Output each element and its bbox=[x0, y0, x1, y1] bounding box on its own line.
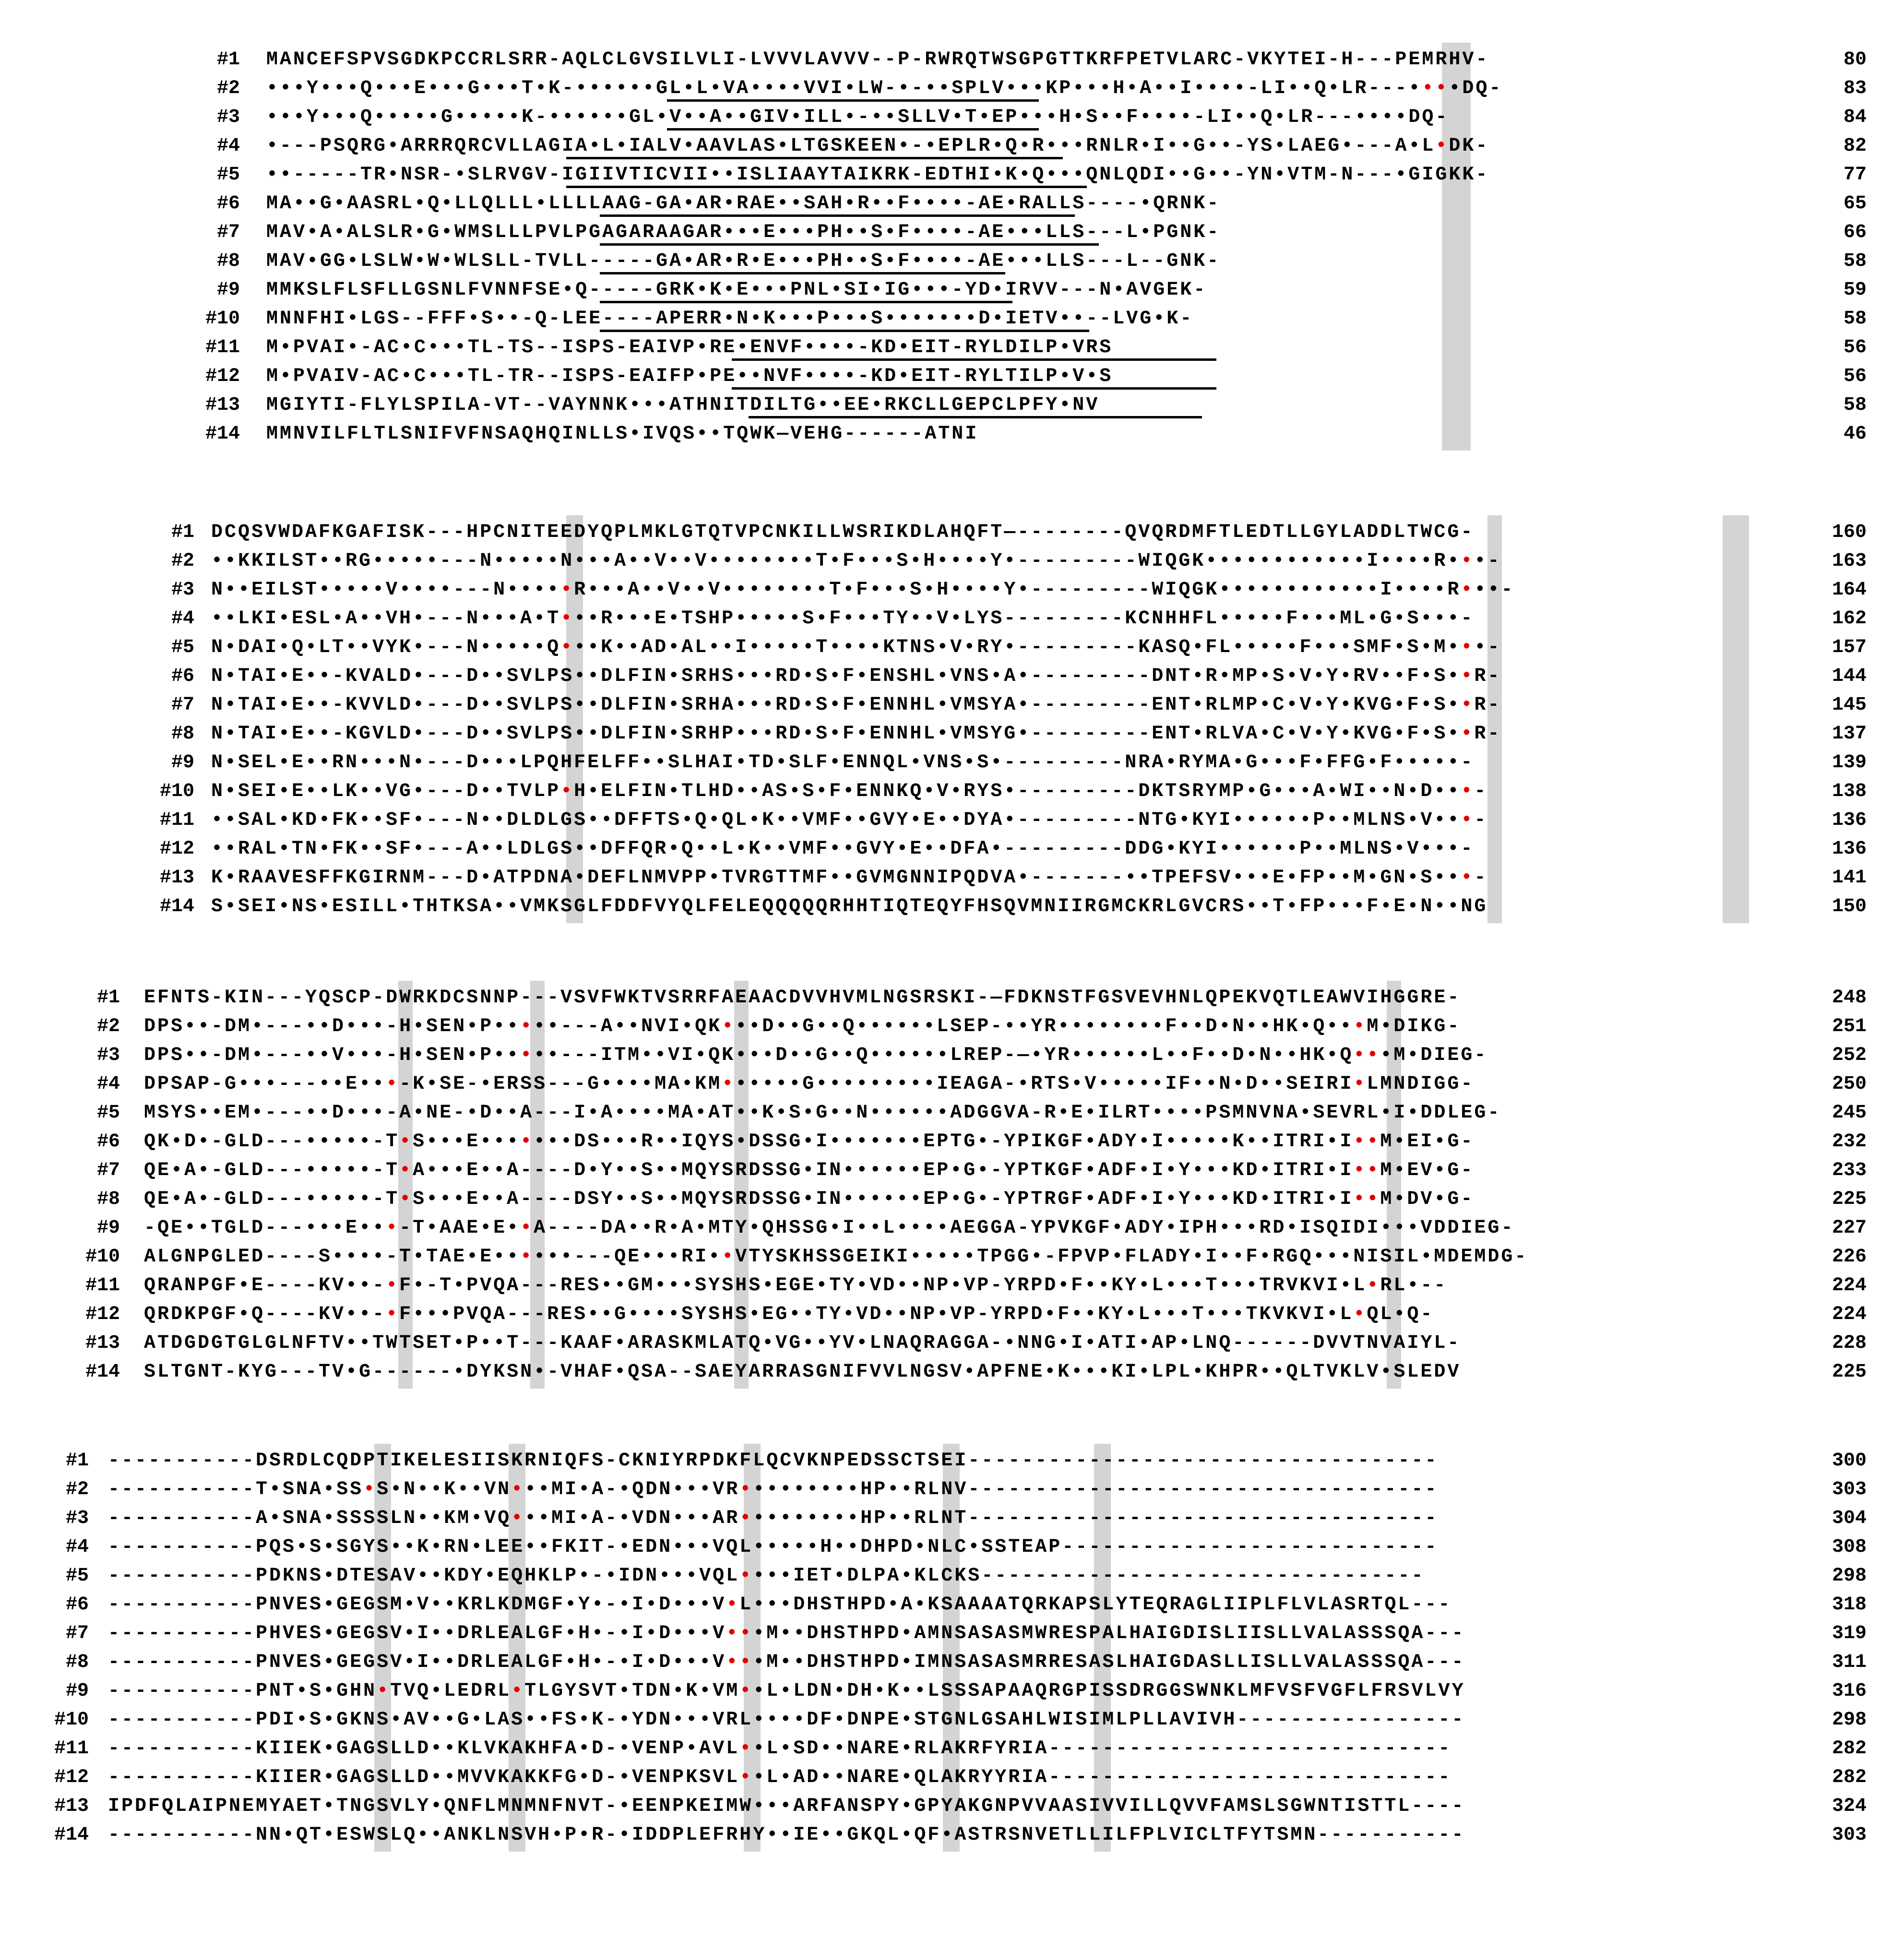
residue-count: 139 bbox=[1832, 752, 1867, 773]
sequence-residues: QK•D•-GLD---•••••-T•S•••E•••••••DS•••R••IQYS•DSSG•I•••••••EPTG•-YPIKGF•ADY•I•••••K••ITRI•I••M•EI•G- bbox=[144, 1131, 1475, 1153]
sequence-row bbox=[0, 1591, 1904, 1619]
sequence-label: #11 bbox=[205, 337, 240, 358]
sequence-residues: N•DAI•Q•LT••VYK•---N•••••Q•••K••AD•AL••I•••••T••••KTNS•V•RY•---------KASQ•FL•••••F•••SMF•S•M•••- bbox=[211, 637, 1501, 658]
sequence-row bbox=[0, 547, 1904, 576]
sequence-row bbox=[0, 518, 1904, 547]
sequence-row bbox=[0, 305, 1904, 333]
residue-count: 245 bbox=[1832, 1102, 1867, 1124]
residue-count: 304 bbox=[1832, 1508, 1867, 1529]
sequence-label: #7 bbox=[171, 694, 194, 716]
sequence-label: #6 bbox=[171, 666, 194, 687]
sequence-row bbox=[0, 1447, 1904, 1475]
sequence-label: #6 bbox=[65, 1594, 89, 1616]
residue-count: 162 bbox=[1832, 608, 1867, 630]
residue-count: 252 bbox=[1832, 1045, 1867, 1066]
sequence-row bbox=[0, 1128, 1904, 1156]
residue-count: 80 bbox=[1843, 49, 1867, 71]
sequence-residues: -----------A•SNA•SSSSLN••KM•VQ•••MI•A-•VDN•••AR•••••••••HP••RLNT----------------------------------- bbox=[108, 1508, 1439, 1529]
sequence-row bbox=[0, 1504, 1904, 1533]
sequence-row bbox=[0, 276, 1904, 305]
residue-count: 250 bbox=[1832, 1073, 1867, 1095]
sequence-label: #14 bbox=[205, 423, 240, 445]
sequence-residues: -----------PDKNS•DTESAV••KDY•EQHKLP•-•IDN•••VQL••••IET•DLPA•KLCKS--------------------------------- bbox=[108, 1565, 1425, 1587]
sequence-residues: QE•A•-GLD---•••••-T•S•••E••A----DSY••S••MQYSRDSSG•IN••••••EP•G•-YPTRGF•ADF•I•Y•••KD•ITRI•I••M•DV•G- bbox=[144, 1189, 1475, 1210]
residue-count: 224 bbox=[1832, 1304, 1867, 1325]
sequence-row bbox=[0, 218, 1904, 247]
sequence-residues: DPS••-DM•---••V•••-H•SEN•P•••••---ITM••VI•QK•••D••G••Q••••••LREP-—•YR••••••L••F••D•N••HK•Q•••M•DIEG- bbox=[144, 1045, 1488, 1066]
sequence-row bbox=[0, 691, 1904, 720]
sequence-label: #1 bbox=[65, 1450, 89, 1472]
sequence-row bbox=[0, 1243, 1904, 1272]
residue-count: 138 bbox=[1832, 781, 1867, 802]
residue-count: 316 bbox=[1832, 1680, 1867, 1702]
sequence-row bbox=[0, 1677, 1904, 1706]
sequence-residues: IPDFQLAIPNEMYAET•TNGSVLY•QNFLMNMNFNVT-•EENPKEIMW•••ARFANSPY•GPYAKGNPVVAASIVVILLQVVFAMSLSGWNTISTTL---- bbox=[108, 1795, 1465, 1817]
sequence-row bbox=[0, 1012, 1904, 1041]
residue-count: 157 bbox=[1832, 637, 1867, 658]
residue-count: 66 bbox=[1843, 222, 1867, 243]
residue-count: 318 bbox=[1832, 1594, 1867, 1616]
sequence-row bbox=[0, 161, 1904, 190]
sequence-label: #8 bbox=[96, 1189, 120, 1210]
sequence-label: #13 bbox=[85, 1332, 120, 1354]
residue-count: 58 bbox=[1843, 308, 1867, 330]
sequence-residues: QRANPGF•E----KV••-•F•-T•PVQA---RES••GM•••SYSHS•EGE•TY•VD••NP•VP-YRPD•F••KY•L•••T•••TRVKVI•L•RL•-- bbox=[144, 1275, 1448, 1296]
residue-count: 136 bbox=[1832, 838, 1867, 860]
sequence-row bbox=[0, 864, 1904, 892]
sequence-label: #3 bbox=[216, 107, 240, 128]
sequence-row bbox=[0, 1562, 1904, 1591]
sequence-row bbox=[0, 1475, 1904, 1504]
residue-count: 226 bbox=[1832, 1246, 1867, 1268]
sequence-residues: MNNFHI•LGS--FFF•S••-Q-LEE----APERR•N•K•••P•••S•••••••D•IETV••--LVG•K- bbox=[266, 308, 1194, 330]
sequence-label: #7 bbox=[65, 1623, 89, 1644]
sequence-residues: -QE••TGLD---•••E•••-T•AAE•E••A----DA••R•A•MTY•QHSSG•I••L••••AEGGA-YPVKGF•ADY•IPH•••RD•ISQIDI•••VDDIEG- bbox=[144, 1217, 1515, 1239]
sequence-label: #5 bbox=[171, 637, 194, 658]
transmembrane-underline bbox=[600, 301, 1012, 303]
sequence-row bbox=[0, 777, 1904, 806]
sequence-residues: •••Y•••Q•••••G•••••K-••••••GL•V••A••GIV•ILL•-••SLLV•T•EP•••H•S••F••••-LI••Q•LR---••••DQ- bbox=[266, 107, 1449, 128]
sequence-label: #3 bbox=[65, 1508, 89, 1529]
sequence-label: #12 bbox=[159, 838, 194, 860]
sequence-label: #9 bbox=[96, 1217, 120, 1239]
sequence-label: #11 bbox=[54, 1738, 89, 1760]
sequence-row bbox=[0, 391, 1904, 420]
sequence-label: #13 bbox=[159, 867, 194, 889]
sequence-row bbox=[0, 46, 1904, 74]
sequence-row bbox=[0, 1041, 1904, 1070]
residue-count: 136 bbox=[1832, 809, 1867, 831]
sequence-label: #1 bbox=[171, 522, 194, 543]
residue-count: 233 bbox=[1832, 1160, 1867, 1181]
sequence-label: #10 bbox=[54, 1709, 89, 1731]
residue-count: 160 bbox=[1832, 522, 1867, 543]
sequence-label: #8 bbox=[171, 723, 194, 745]
residue-count: 56 bbox=[1843, 337, 1867, 358]
sequence-label: #11 bbox=[85, 1275, 120, 1296]
sequence-residues: M•PVAIV-AC•C•••TL-TR--ISPS-EAIFP•PE••NVF••••-KD•EIT-RYLTILP•V•S bbox=[266, 366, 1113, 387]
residue-count: 65 bbox=[1843, 193, 1867, 214]
sequence-label: #7 bbox=[96, 1160, 120, 1181]
sequence-label: #13 bbox=[54, 1795, 89, 1817]
sequence-label: #4 bbox=[171, 608, 194, 630]
residue-count: 324 bbox=[1832, 1795, 1867, 1817]
sequence-label: #3 bbox=[171, 579, 194, 601]
sequence-residues: MMNVILFLTLSNIFVFNSAQHQINLLS•IVQS••TQWK—VEHG------ATNI bbox=[266, 423, 979, 445]
sequence-row bbox=[0, 1214, 1904, 1243]
sequence-row bbox=[0, 190, 1904, 218]
sequence-row bbox=[0, 333, 1904, 362]
sequence-label: #5 bbox=[216, 164, 240, 186]
sequence-row bbox=[0, 806, 1904, 835]
sequence-row bbox=[0, 892, 1904, 921]
sequence-row bbox=[0, 1156, 1904, 1185]
residue-count: 82 bbox=[1843, 135, 1867, 157]
sequence-label: #12 bbox=[205, 366, 240, 387]
sequence-residues: MMKSLFLSFLLGSNLFVNNFSE•Q-----GRK•K•E•••PNL•SI•IG•••-YD•IRVV---N•AVGEK- bbox=[266, 279, 1207, 301]
sequence-residues: MA••G•AASRL•Q•LLQLLL•LLLLAAG-GA•AR•RAE••SAH•R••F••••-AE•RALLS----•QRNK- bbox=[266, 193, 1221, 214]
sequence-label: #11 bbox=[159, 809, 194, 831]
sequence-row bbox=[0, 362, 1904, 391]
residue-count: 145 bbox=[1832, 694, 1867, 716]
sequence-residues: N•TAI•E••-KVALD•---D••SVLPS••DLFIN•SRHS•••RD•S•F•ENSHL•VNS•A•---------DNT•R•MP•S•V•Y•RV••F•S••R- bbox=[211, 666, 1501, 687]
sequence-residues: ATDGDGTGLGLNFTV••TWTSET•P••T---KAAF•ARASKMLATQ•VG••YV•LNAQRAGGA-•NNG•I•ATI•AP•LNQ------DVVTNVAIYL- bbox=[144, 1332, 1461, 1354]
sequence-row bbox=[0, 74, 1904, 103]
sequence-residues: -----------NN•QT•ESWSLQ••ANKLNSVH•P•R-•IDDPLEFRHY••IE••GKQL•QF•ASTRSNVETLLILFPLVICLTFYTSMN----------- bbox=[108, 1824, 1465, 1846]
sequence-residues: •---PSQRG•ARRRQRCVLLAGIA•L•IALV•AAVLAS•LTGSKEEN•-•EPLR•Q•R•••RNLR•I••G••-YS•LAEG•---A•L•DK- bbox=[266, 135, 1489, 157]
sequence-label: #2 bbox=[171, 550, 194, 572]
transmembrane-underline bbox=[566, 157, 1063, 159]
sequence-residues: QRDKPGF•Q----KV••-•F•••PVQA---RES••G••••SYSHS•EG••TY•VD••NP•VP-YRPD•F••KY•L•••T•••TKVKVI•L•QL•Q- bbox=[144, 1304, 1434, 1325]
residue-count: 308 bbox=[1832, 1536, 1867, 1558]
sequence-residues: S•SEI•NS•ESILL•THTKSA••VMKSGLFDDFVYQLFELEQQQQQRHHTIQTEQYFHSQVMNIIRGMCKRLGVCRS••T•FP•••F•E•N••NG bbox=[211, 896, 1488, 917]
sequence-label: #7 bbox=[216, 222, 240, 243]
sequence-row bbox=[0, 420, 1904, 449]
alignment-block-1 bbox=[0, 46, 1904, 449]
sequence-residues: MGIYTI-FLYLSPILA-VT--VAYNNK•••ATHNITDILTG••EE•RKCLLGEPCLPFY•NV bbox=[266, 394, 1100, 416]
transmembrane-underline bbox=[566, 186, 1087, 188]
sequence-row bbox=[0, 633, 1904, 662]
residue-count: 150 bbox=[1832, 896, 1867, 917]
residue-count: 303 bbox=[1832, 1479, 1867, 1500]
transmembrane-underline bbox=[667, 128, 1039, 131]
residue-count: 58 bbox=[1843, 250, 1867, 272]
sequence-label: #9 bbox=[216, 279, 240, 301]
sequence-row bbox=[0, 1329, 1904, 1358]
sequence-label: #14 bbox=[159, 896, 194, 917]
sequence-residues: -----------KIIEK•GAGSLLD••KLVKAKHFA•D-•VENP•AVL••L•SD••NARE•RLAKRFYRIA------------------------------ bbox=[108, 1738, 1452, 1760]
sequence-label: #12 bbox=[85, 1304, 120, 1325]
transmembrane-underline bbox=[749, 416, 1202, 418]
sequence-residues: ••RAL•TN•FK••SF•---A••LDLGS••DFFQR•Q••L•K••VMF••GVY•E••DFA•---------DDG•KYI••••••P••MLNS•V•••- bbox=[211, 838, 1475, 860]
sequence-residues: EFNTS-KIN---YQSCP-DWRKDCSNNP---VSVFWKTVSRRFAEAACDVVHVMLNGSRSKI-—FDKNSTFGSVEVHNLQPEKVQTLEAWVIHGGRE- bbox=[144, 987, 1461, 1009]
sequence-row bbox=[0, 247, 1904, 276]
residue-count: 225 bbox=[1832, 1361, 1867, 1383]
sequence-residues: •••Y•••Q•••E•••G•••T•K-••••••GL•L•VA••••VVI•LW-•-••SPLV•••KP•••H•A••I••••-LI••Q•LR---••••DQ- bbox=[266, 78, 1503, 99]
sequence-residues: N•TAI•E••-KVVLD•---D••SVLPS••DLFIN•SRHA•••RD•S•F•ENNHL•VMSYA•---------ENT•RLMP•C•V•Y•KVG•F•S••R- bbox=[211, 694, 1501, 716]
residue-count: 227 bbox=[1832, 1217, 1867, 1239]
sequence-label: #1 bbox=[96, 987, 120, 1009]
sequence-label: #8 bbox=[216, 250, 240, 272]
residue-count: 303 bbox=[1832, 1824, 1867, 1846]
sequence-row bbox=[0, 576, 1904, 605]
sequence-row bbox=[0, 1272, 1904, 1300]
residue-count: 311 bbox=[1832, 1652, 1867, 1673]
sequence-residues: ••-----TR•NSR-•SLRVGV-IGIIVTICVII••ISLIAAYTAIKRK-EDTHI•K•Q•••QNLQDI••G••-YN•VTM-N---•GIGKK- bbox=[266, 164, 1489, 186]
sequence-row bbox=[0, 1099, 1904, 1128]
sequence-residues: MANCEFSPVSGDKPCCRLSRR-AQLCLGVSILVLI-LVVVLAVVV--P-RWRQTWSGPGTTKRFPETVLARC-VKYTEI-H---PEMRHV- bbox=[266, 49, 1489, 71]
sequence-label: #8 bbox=[65, 1652, 89, 1673]
sequence-row bbox=[0, 1792, 1904, 1821]
residue-count: 225 bbox=[1832, 1189, 1867, 1210]
transmembrane-underline bbox=[600, 214, 1075, 217]
alignment-block-2 bbox=[0, 518, 1904, 921]
sequence-row bbox=[0, 132, 1904, 161]
sequence-label: #14 bbox=[85, 1361, 120, 1383]
sequence-residues: -----------PNVES•GEGSM•V••KRLKDMGF•Y•-•I•D•••V•L•••DHSTHPD•A•KSAAAATQRKAPSLYTEQRAGLIIPLFLVLASRTQL--- bbox=[108, 1594, 1452, 1616]
transmembrane-underline bbox=[732, 387, 1216, 390]
residue-count: 164 bbox=[1832, 579, 1867, 601]
sequence-residues: SLTGNT-KYG---TV•G------•DYKSN•-VHAF•QSA--SAEYARRASGNIFVVLNGSV•APFNE•K•••KI•LPL•KHPR••QLTVKLV•SLEDV bbox=[144, 1361, 1461, 1383]
sequence-label: #4 bbox=[216, 135, 240, 157]
sequence-row bbox=[0, 1619, 1904, 1648]
sequence-label: #13 bbox=[205, 394, 240, 416]
sequence-label: #3 bbox=[96, 1045, 120, 1066]
sequence-row bbox=[0, 1358, 1904, 1387]
sequence-row bbox=[0, 1533, 1904, 1562]
sequence-label: #9 bbox=[65, 1680, 89, 1702]
sequence-residues: QE•A•-GLD---•••••-T•A•••E••A----D•Y••S••MQYSRDSSG•IN••••••EP•G•-YPTKGF•ADF•I•Y•••KD•ITRI•I••M•EV•G- bbox=[144, 1160, 1475, 1181]
transmembrane-underline bbox=[600, 243, 1099, 246]
sequence-row bbox=[0, 605, 1904, 633]
residue-count: 59 bbox=[1843, 279, 1867, 301]
sequence-residues: -----------T•SNA•SS•S•N••K••VN•••MI•A-•QDN•••VR•••••••••HP••RLNV----------------------------------- bbox=[108, 1479, 1439, 1500]
sequence-residues: DCQSVWDAFKGAFISK---HPCNITEEDYQPLMKLGTQTVPCNKILLWSRIKDLAHQFT—--------QVQRDMFTLEDTLLGYLADDLTWCG- bbox=[211, 522, 1475, 543]
sequence-label: #10 bbox=[85, 1246, 120, 1268]
residue-count: 298 bbox=[1832, 1709, 1867, 1731]
sequence-label: #2 bbox=[65, 1479, 89, 1500]
sequence-residues: ALGNPGLED----S••••-T•TAE•E••••••---QE•••RI••VTYSKHSSGEIKI•••••TPGG•-FPVP•FLADY•I••F•RGQ•••NISIL•MDEMDG- bbox=[144, 1246, 1528, 1268]
sequence-row bbox=[0, 1821, 1904, 1850]
sequence-row bbox=[0, 1648, 1904, 1677]
sequence-residues: -----------DSRDLCQDPTIKELESIISKRNIQFS-CKNIYRPDKFLQCVKNPEDSSCTSEI----------------------------------- bbox=[108, 1450, 1439, 1472]
alignment-block-3 bbox=[0, 984, 1904, 1387]
sequence-residues: DPSAP-G•••---••E•••-K•SE-•ERSS---G••••MA•KM••••••G•••••••••IEAGA-•RTS•V•••••IF••N•D••SEIRI•LMNDIGG- bbox=[144, 1073, 1475, 1095]
sequence-row bbox=[0, 984, 1904, 1012]
sequence-label: #12 bbox=[54, 1767, 89, 1788]
sequence-residues: -----------KIIER•GAGSLLD••MVVKAKKFG•D-•VENPKSVL••L•AD••NARE•QLAKRYYRIA------------------------------ bbox=[108, 1767, 1452, 1788]
sequence-residues: -----------PNVES•GEGSV•I••DRLEALGF•H•-•I•D•••V•••M••DHSTHPD•IMNSASASMRRESASLHAIGDASLLISLLVALASSSQA--- bbox=[108, 1652, 1465, 1673]
transmembrane-underline bbox=[732, 358, 1216, 361]
sequence-row bbox=[0, 1763, 1904, 1792]
residue-count: 300 bbox=[1832, 1450, 1867, 1472]
sequence-label: #5 bbox=[96, 1102, 120, 1124]
sequence-row bbox=[0, 1070, 1904, 1099]
sequence-row bbox=[0, 1735, 1904, 1763]
sequence-row bbox=[0, 662, 1904, 691]
sequence-row bbox=[0, 1706, 1904, 1735]
sequence-residues: DPS••-DM•---••D•••-H•SEN•P•••••---A••NVI•QK•••D••G••Q••••••LSEP-••YR••••••••F••D•N••HK•Q•••M•DIKG- bbox=[144, 1016, 1461, 1037]
sequence-residues: N•TAI•E••-KGVLD•---D••SVLPS••DLFIN•SRHP•••RD•S•F•ENNHL•VMSYG•---------ENT•RLVA•C•V•Y•KVG•F•S••R- bbox=[211, 723, 1501, 745]
residue-count: 232 bbox=[1832, 1131, 1867, 1153]
residue-count: 141 bbox=[1832, 867, 1867, 889]
transmembrane-underline bbox=[600, 272, 1005, 274]
transmembrane-underline bbox=[600, 330, 1089, 332]
sequence-label: #1 bbox=[216, 49, 240, 71]
residue-count: 251 bbox=[1832, 1016, 1867, 1037]
sequence-row bbox=[0, 1185, 1904, 1214]
residue-count: 282 bbox=[1832, 1738, 1867, 1760]
residue-count: 248 bbox=[1832, 987, 1867, 1009]
sequence-residues: MSYS••EM•---••D•••-A•NE-•D••A---I•A••••MA•AT••K•S•G••N••••••ADGGVA-R•E•ILRT••••PSMNVNA•SEVRL•I•DDLEG- bbox=[144, 1102, 1501, 1124]
residue-count: 84 bbox=[1843, 107, 1867, 128]
sequence-label: #10 bbox=[159, 781, 194, 802]
sequence-label: #5 bbox=[65, 1565, 89, 1587]
sequence-row bbox=[0, 720, 1904, 749]
sequence-residues: -----------PDI•S•GKNS•AV••G•LAS••FS•K-•YDN•••VRL••••DF•DNPE•STGNLGSAHLWISIMLPLLAVIVH----------------- bbox=[108, 1709, 1465, 1731]
alignment-block-4 bbox=[0, 1447, 1904, 1850]
sequence-residues: N•SEL•E••RN•••N•---D•••LPQHFELFF••SLHAI•TD•SLF•ENNQL•VNS•S•---------NRA•RYMA•G•••F•FFG•F•••••- bbox=[211, 752, 1475, 773]
residue-count: 298 bbox=[1832, 1565, 1867, 1587]
sequence-label: #6 bbox=[96, 1131, 120, 1153]
sequence-label: #4 bbox=[96, 1073, 120, 1095]
sequence-row bbox=[0, 1300, 1904, 1329]
sequence-row bbox=[0, 103, 1904, 132]
sequence-label: #4 bbox=[65, 1536, 89, 1558]
residue-count: 77 bbox=[1843, 164, 1867, 186]
sequence-residues: ••KKILST••RG•••••---N•••••N•••A••V••V••••••••T•F•••S•H••••Y•---------WIQGK••••••••••••I••••R•••- bbox=[211, 550, 1501, 572]
sequence-residues: -----------PHVES•GEGSV•I••DRLEALGF•H•-•I•D•••V•••M••DHSTHPD•AMNSASASMWRESPALHAIGDISLIISLLVALASSSQA--- bbox=[108, 1623, 1465, 1644]
sequence-label: #2 bbox=[216, 78, 240, 99]
sequence-residues: K•RAAVESFFKGIRNM---D•ATPDNA•DEFLNMVPP•TVRGTTMF••GVMGNNIPQDVA•-------••TPEFSV•••E•FP••M•GN•S•••- bbox=[211, 867, 1488, 889]
sequence-label: #6 bbox=[216, 193, 240, 214]
residue-count: 46 bbox=[1843, 423, 1867, 445]
transmembrane-underline bbox=[667, 99, 1039, 102]
residue-count: 163 bbox=[1832, 550, 1867, 572]
sequence-residues: N•SEI•E••LK••VG•---D••TVLP•H•ELFIN•TLHD••AS•S•F•ENNKQ•V•RYS•---------DKTSRYMP•G•••A•WI••N•D•••- bbox=[211, 781, 1488, 802]
residue-count: 144 bbox=[1832, 666, 1867, 687]
residue-count: 58 bbox=[1843, 394, 1867, 416]
residue-count: 224 bbox=[1832, 1275, 1867, 1296]
sequence-residues: -----------PQS•S•SGYS••K•RN•LEE••FKIT-•EDN•••VQL•••••H••DHPD•NLC•SSTEAP---------------------------- bbox=[108, 1536, 1439, 1558]
residue-count: 137 bbox=[1832, 723, 1867, 745]
sequence-label: #10 bbox=[205, 308, 240, 330]
sequence-residues: ••SAL•KD•FK••SF•---N••DLDLGS••DFFTS•Q•QL•K••VMF••GVY•E••DYA•---------NTG•KYI••••••P••MLNS•V•••- bbox=[211, 809, 1488, 831]
residue-count: 56 bbox=[1843, 366, 1867, 387]
sequence-label: #2 bbox=[96, 1016, 120, 1037]
sequence-residues: N••EILST•••••V••••---N•••••R•••A••V••V••••••••T•F•••S•H••••Y•---------WIQGK••••••••••••I••••R•••- bbox=[211, 579, 1515, 601]
sequence-residues: -----------PNT•S•GHN•TVQ•LEDRL•TLGYSVT•TDN•K•VM••L•LDN•DH•K••LSSSAPAAQRGPISSDRGGSWNKLMFVSFVGFLFRSVLVY bbox=[108, 1680, 1465, 1702]
residue-count: 228 bbox=[1832, 1332, 1867, 1354]
residue-count: 282 bbox=[1832, 1767, 1867, 1788]
sequence-row bbox=[0, 749, 1904, 777]
residue-count: 83 bbox=[1843, 78, 1867, 99]
sequence-label: #9 bbox=[171, 752, 194, 773]
sequence-residues: MAV•A•ALSLR•G•WMSLLLPVLPGAGARAAGAR•••E•••PH••S•F••••-AE•••LLS---L•PGNK- bbox=[266, 222, 1221, 243]
sequence-row bbox=[0, 835, 1904, 864]
sequence-residues: ••LKI•ESL•A••VH•---N•••A•T•••R•••E•TSHP•••••S•F•••TY••V•LYS---------KCNHHFL•••••F•••ML•G•S•••- bbox=[211, 608, 1475, 630]
sequence-residues: M•PVAI•-AC•C•••TL-TS--ISPS-EAIVP•RE•ENVF••••-KD•EIT-RYLDILP•VRS bbox=[266, 337, 1113, 358]
residue-count: 319 bbox=[1832, 1623, 1867, 1644]
sequence-label: #14 bbox=[54, 1824, 89, 1846]
sequence-residues: MAV•GG•LSLW•W•WLSLL-TVLL-----GA•AR•R•E•••PH••S•F••••-AE•••LLS---L--GNK- bbox=[266, 250, 1221, 272]
